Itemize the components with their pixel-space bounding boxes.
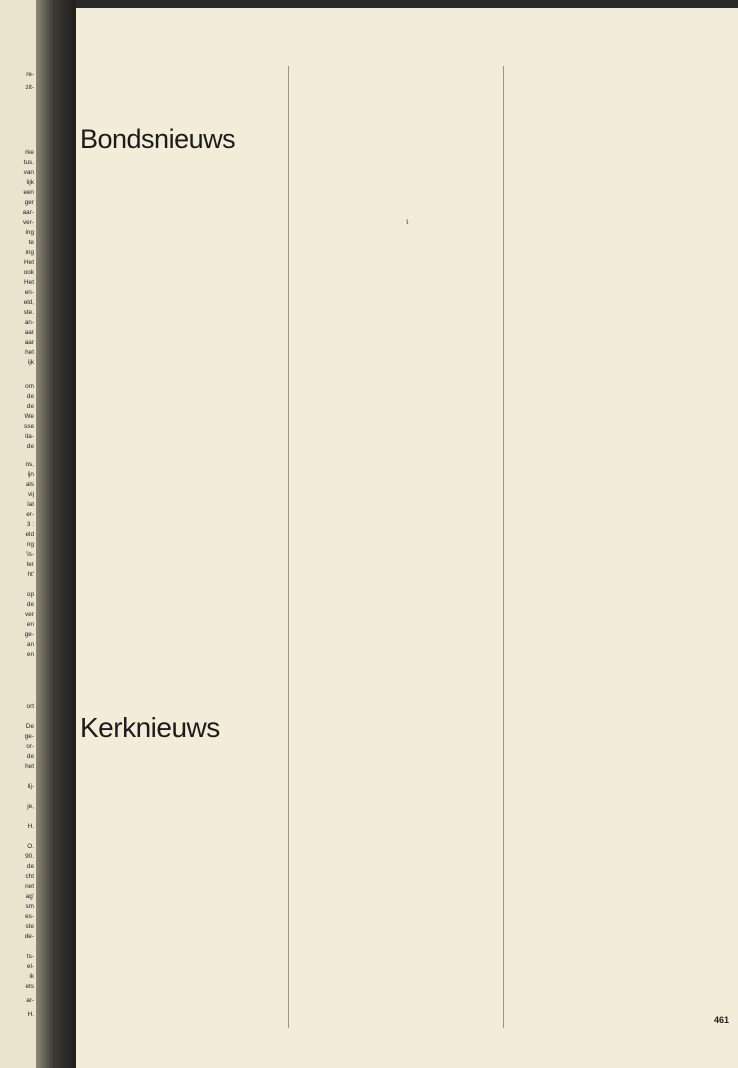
previous-page-fragment: an [26, 641, 34, 648]
previous-page-fragment: de [26, 601, 34, 608]
previous-page-fragment: ger [24, 199, 34, 206]
previous-page-fragment: 90. [25, 853, 34, 860]
previous-page-fragment: van [23, 169, 34, 176]
previous-page-fragment: sse [24, 423, 34, 430]
previous-page-fragment: eld [25, 531, 34, 538]
previous-page-fragment: ler [26, 561, 34, 568]
previous-page-fragment: en- [24, 289, 34, 296]
previous-page-fragment: ik [29, 973, 34, 980]
previous-page-fragment: cht [25, 873, 34, 880]
previous-page-fragment: 3 : [26, 521, 34, 528]
previous-page-fragment: en [26, 621, 34, 628]
previous-page-fragment: net [25, 883, 34, 890]
previous-page-fragment: or- [26, 743, 34, 750]
previous-page-fragment: Het [24, 259, 34, 266]
previous-page-fragment: de [26, 393, 34, 400]
previous-page-fragment: ng [26, 541, 34, 548]
previous-page-fragment: op [26, 591, 34, 598]
previous-page-fragment: ar- [26, 997, 34, 1004]
previous-page-fragment: de [26, 443, 34, 450]
previous-page-fragment: el- [26, 963, 34, 970]
previous-page-fragment: tus. [23, 159, 34, 166]
previous-page-fragment: zit- [25, 84, 34, 91]
previous-page-fragment: aar [24, 339, 34, 346]
previous-page-fragment: lij- [27, 783, 34, 790]
previous-page-fragment: ste [25, 923, 34, 930]
previous-page-fragment: de [26, 753, 34, 760]
previous-page-fragment: ver [25, 611, 34, 618]
previous-page-fragment: 'is- [26, 551, 34, 558]
previous-page-fragment: ita- [25, 433, 34, 440]
newspaper-page [76, 8, 738, 1068]
previous-page-fragment: om [25, 383, 34, 390]
previous-page-fragment: je, [27, 803, 34, 810]
previous-page-fragment: het [25, 763, 34, 770]
previous-page-fragment: vij [27, 491, 34, 498]
stray-mark: ι [406, 216, 409, 226]
previous-page-fragment: lijk [26, 179, 34, 186]
previous-page-fragment: ns, [25, 461, 34, 468]
previous-page-fragment: re- [26, 71, 34, 78]
previous-page-fragment: O. [27, 843, 34, 850]
previous-page-fragment: er- [26, 511, 34, 518]
previous-page-fragment: lat [27, 501, 34, 508]
previous-page-fragment: ht' [27, 571, 34, 578]
previous-page-fragment: an- [24, 319, 34, 326]
previous-page-fragment: ag' [25, 893, 34, 900]
previous-page-fragment: H. [27, 1011, 34, 1018]
previous-page-fragment: ing [25, 229, 34, 236]
previous-page-fragment: rke [25, 149, 34, 156]
previous-page-fragment: ijn [27, 471, 34, 478]
previous-page-fragment: een [23, 189, 34, 196]
page-number: 461 [714, 1015, 730, 1025]
previous-page-fragment: de- [24, 933, 34, 940]
previous-page-fragment: ge- [24, 733, 34, 740]
previous-page-fragment: ook [23, 269, 34, 276]
column-rule [288, 66, 289, 1028]
section-title-bondsnieuws: Bondsnieuws [80, 124, 236, 154]
previous-page-fragment: ort [26, 703, 34, 710]
previous-page-fragment: aar- [22, 209, 34, 216]
previous-page-fragment: We [24, 413, 34, 420]
previous-page-edge [0, 0, 36, 1068]
previous-page-fragment: ge- [24, 631, 34, 638]
previous-page-fragment: te [28, 239, 34, 246]
previous-page-fragment: De [25, 723, 34, 730]
previous-page-fragment: het [25, 349, 34, 356]
previous-page-fragment: ts- [26, 953, 34, 960]
column-rule [503, 66, 504, 1028]
previous-page-fragment: H. [27, 823, 34, 830]
previous-page-fragment: ets [25, 983, 34, 990]
previous-page-fragment: en [26, 651, 34, 658]
previous-page-fragment: sm [25, 903, 34, 910]
previous-page-fragment: de [26, 403, 34, 410]
previous-page-fragment: es- [25, 913, 34, 920]
previous-page-fragment: Het [24, 279, 34, 286]
section-title-kerknieuws: Kerknieuws [80, 712, 220, 743]
previous-page-fragment: ste. [23, 309, 34, 316]
previous-page-fragment: de [26, 863, 34, 870]
book-gutter [36, 0, 76, 1068]
previous-page-fragment: ver- [22, 219, 34, 226]
previous-page-fragment: aar [24, 329, 34, 336]
previous-page-fragment: als [25, 481, 34, 488]
previous-page-fragment: eld, [23, 299, 34, 306]
previous-page-fragment: ing [25, 249, 34, 256]
previous-page-fragment: ijk [27, 359, 34, 366]
